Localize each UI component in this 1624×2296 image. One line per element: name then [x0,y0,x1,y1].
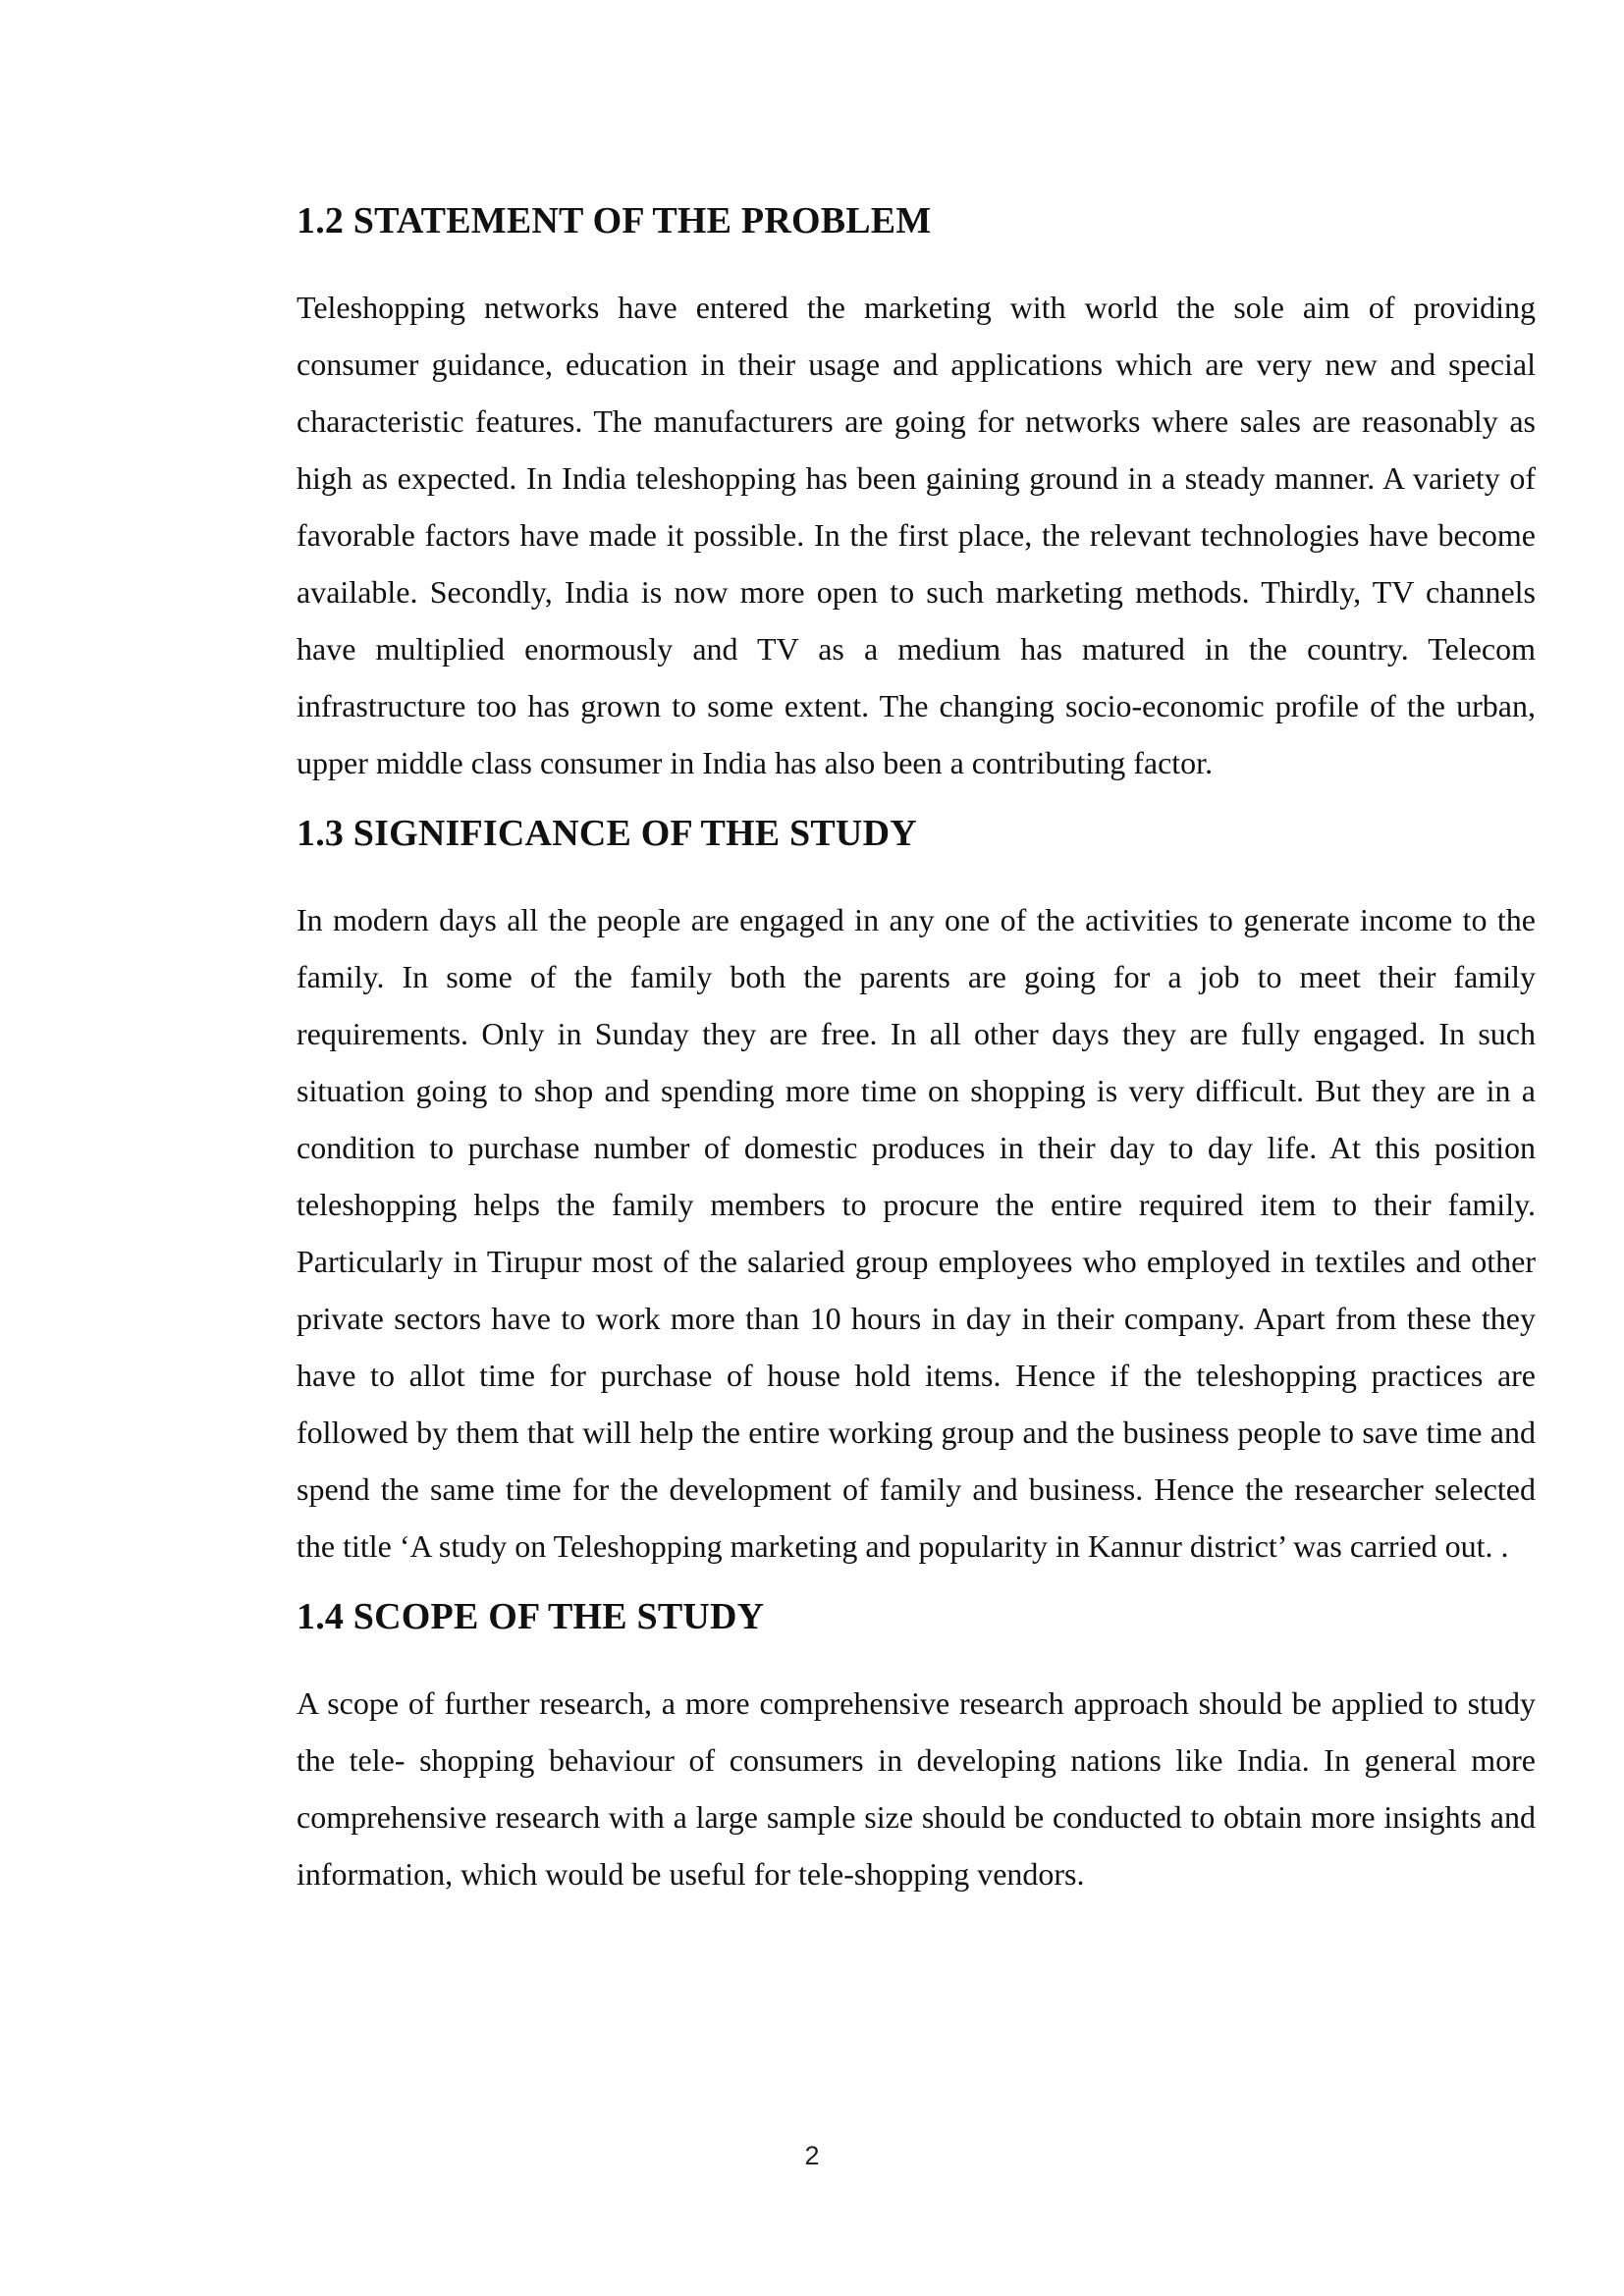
section-heading: 1.3 SIGNIFICANCE OF THE STUDY [297,813,917,854]
section-heading: 1.4 SCOPE OF THE STUDY [297,1596,765,1637]
section-statement-of-problem [297,192,1536,791]
page-content [297,192,1536,1902]
section-paragraph: Teleshopping networks have entered the marketing with world the sole aim of providing consumer guidance, education in their usage and applications which are very new and special characteristic features. The manufacturers are going for networks where sales are reasonably as high as expected. In India teleshopping has been gaining ground in a steady manner. A variety of favorable factors have made it possible. In the first place, the relevant technologies have become available. Secondly, India is now more open to such marketing methods. Thirdly, TV channels have multiplied enormously and TV as a medium has matured in the country. Telecom infrastructure too has grown to some extent. The changing socio-economic profile of the urban, upper middle class consumer in India has also been a contributing factor. [297,290,1536,780]
section-paragraph: In modern days all the people are engaged in any one of the activities to generate income to the family. In some of the family both the parents are going for a job to meet their family requirements. Only in Sunday they are free. In all other days they are fully engaged. In such situation going to shop and spending more time on shopping is very difficult. But they are in a condition to purchase number of domestic produces in their day to day life. At this position teleshopping helps the family members to procure the entire required item to their family. Particularly in Tirupur most of the salaried group employees who employed in textiles and other private sectors have to work more than 10 hours in day in their company. Apart from these they have to allot time for purchase of house hold items. Hence if the teleshopping practices are followed by them that will help the entire working group and the business people to save time and spend the same time for the development of family and business. Hence the researcher selected the title ‘A study on Teleshopping marketing and popularity in Kannur district’ was carried out. . [297,902,1536,1564]
section-paragraph: A scope of further research, a more comprehensive research approach should be applied to study the tele- shopping behaviour of consumers in developing nations like India. In general more comprehensive research with a large sample size should be conducted to obtain more insights and information, which would be useful for tele-shopping vendors. [297,1685,1536,1892]
section-heading: 1.2 STATEMENT OF THE PROBLEM [297,200,932,241]
page-number: 2 [804,2141,820,2170]
section-significance-of-study [297,805,1536,1575]
section-scope-of-study [297,1588,1536,1902]
